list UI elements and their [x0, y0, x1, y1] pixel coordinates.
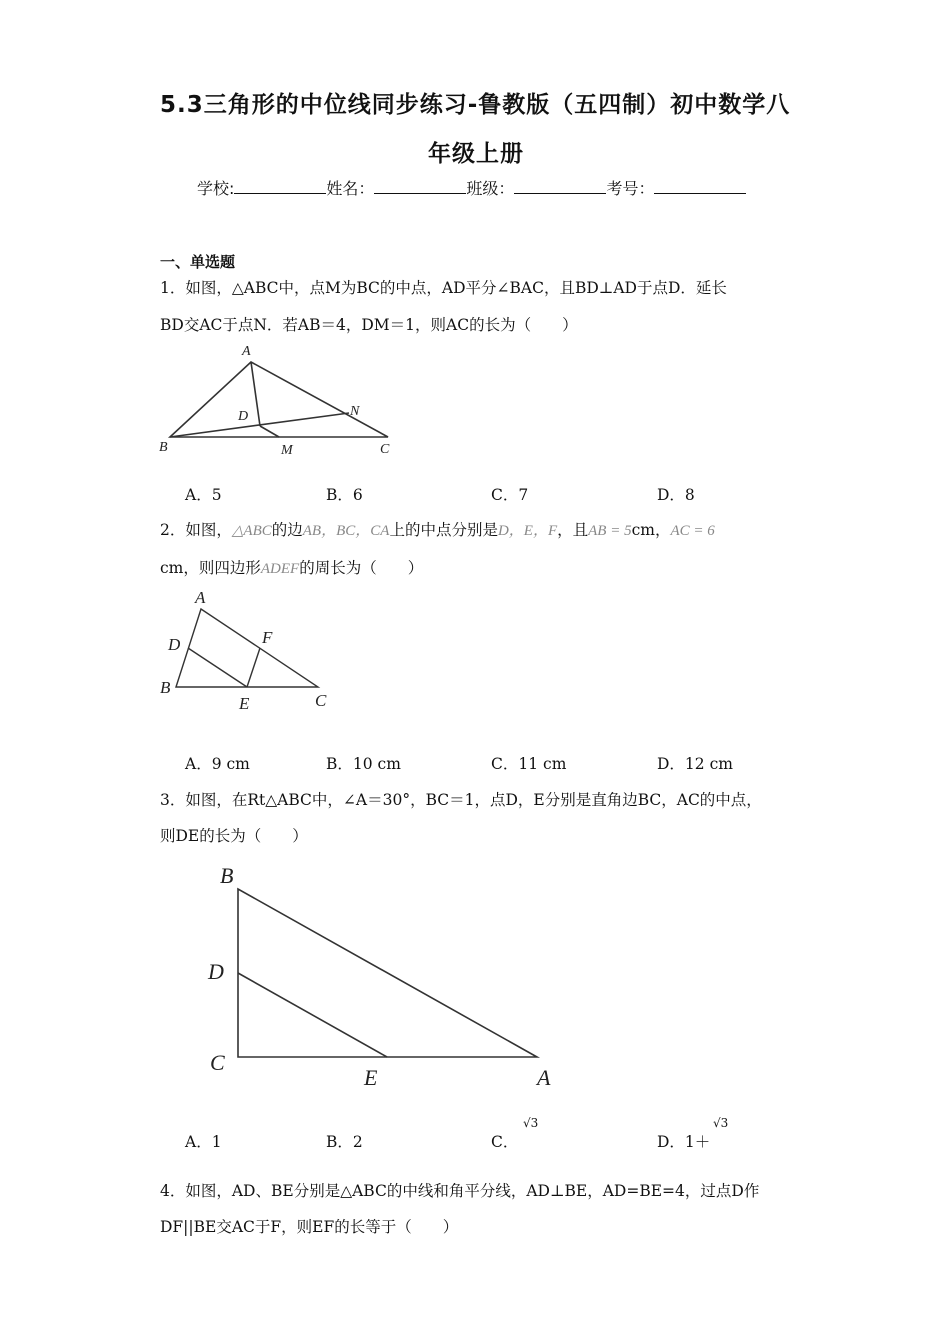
class-blank [514, 178, 606, 194]
q2-math-quad: ADEF [260, 561, 300, 577]
name-label: 姓名： [326, 179, 375, 198]
q4-text-line1: 4．如图，AD、BE分别是△ABC的中线和角平分线，AD⊥BE，AD=BE=4，过点D作 [160, 1182, 760, 1200]
q3-option-d-sqrt3: √3 [713, 1116, 729, 1130]
q2-math-ac: AC = 6 [670, 523, 715, 539]
q3-option-d[interactable]: D．1＋ √3 [657, 1116, 729, 1151]
q1-label-d: D [238, 409, 249, 424]
q3-label-b: B [220, 863, 234, 888]
page-title-line1: 5.3三角形的中位线同步练习-鲁教版（五四制）初中数学八 [160, 92, 791, 118]
student-info-row [197, 176, 746, 199]
q3-text-line1: 3．如图，在Rt△ABC中，∠A＝30°，BC＝1，点D，E分别是直角边BC，AC的中点， [160, 791, 762, 809]
q1-option-d[interactable]: D．8 [657, 486, 695, 504]
page-title-line2: 年级上册 [428, 141, 524, 167]
q2-label-d: D [168, 635, 181, 654]
q1-label-a: A [242, 344, 251, 359]
q2-label-e: E [239, 694, 250, 713]
q2-math-sides: AB，BC，CA [302, 523, 390, 539]
q1-segment-dm [260, 426, 279, 437]
q3-triangle [238, 889, 537, 1057]
q1-label-n: N [350, 404, 360, 419]
q2-math-points: D，E，F [497, 523, 558, 539]
q2-math-ab: AB = 5 [588, 523, 632, 539]
id-blank [654, 178, 746, 194]
q2-segment-de [188, 648, 247, 687]
q1-text-line2: BD交AC于点N．若AB＝4，DM＝1，则AC的长为（ ） [160, 316, 578, 334]
q3-segment-de [238, 973, 387, 1057]
q3-option-c-sqrt3: √3 [523, 1116, 539, 1130]
q2-math-triangle: △ABC [231, 523, 272, 539]
q2-option-c[interactable]: C．11 cm [491, 755, 567, 773]
q3-text-line2: 则DE的长为（ ） [160, 827, 308, 845]
q2-option-a[interactable]: A．9 cm [185, 755, 250, 773]
id-label: 考号： [606, 179, 655, 198]
q2-label-c: C [315, 691, 327, 710]
q1-segment-ad [251, 362, 260, 426]
q3-label-a: A [537, 1065, 551, 1090]
q2-text-line1: 2．如图，△ABC的边AB，BC，CA上的中点分别是D，E，F，且AB = 5cm，AC = 6 [160, 521, 715, 539]
q1-option-b[interactable]: B．6 [326, 486, 363, 504]
q1-figure [150, 340, 410, 465]
q2-figure [150, 585, 350, 715]
q3-option-b[interactable]: B．2 [326, 1133, 363, 1151]
section-title: 一、单选题 [160, 253, 236, 271]
q2-text-line2: cm，则四边形ADEF的周长为（ ） [160, 559, 424, 577]
q2-label-f: F [262, 628, 273, 647]
q3-label-e: E [364, 1065, 378, 1090]
q1-triangle [170, 362, 388, 437]
q1-option-c[interactable]: C．7 [491, 486, 529, 504]
q4-text-line2: DF||BE交AC于F，则EF的长等于（ ） [160, 1218, 459, 1236]
q3-figure [200, 855, 570, 1095]
name-blank [374, 178, 466, 194]
q2-segment-ef [247, 648, 260, 687]
q2-label-b: B [160, 678, 171, 697]
q1-label-b: B [159, 440, 168, 455]
q1-text-line1: 1．如图，△ABC中，点M为BC的中点，AD平分∠BAC，且BD⊥AD于点D．延长 [160, 279, 727, 297]
q3-option-c[interactable]: C． √3 [491, 1116, 539, 1151]
school-label: 学校: [197, 179, 235, 198]
q3-label-d: D [208, 959, 224, 984]
class-label: 班级： [466, 179, 515, 198]
q2-option-b[interactable]: B．10 cm [326, 755, 401, 773]
q2-triangle [176, 609, 318, 687]
q1-label-c: C [380, 442, 390, 457]
q3-label-c: C [210, 1050, 225, 1075]
q3-option-a[interactable]: A．1 [185, 1133, 222, 1151]
school-blank [234, 178, 326, 194]
q1-segment-bn [170, 413, 349, 437]
q1-label-m: M [281, 443, 293, 458]
q1-option-a[interactable]: A．5 [185, 486, 222, 504]
q2-label-a: A [195, 588, 206, 607]
q2-option-d[interactable]: D．12 cm [657, 755, 733, 773]
